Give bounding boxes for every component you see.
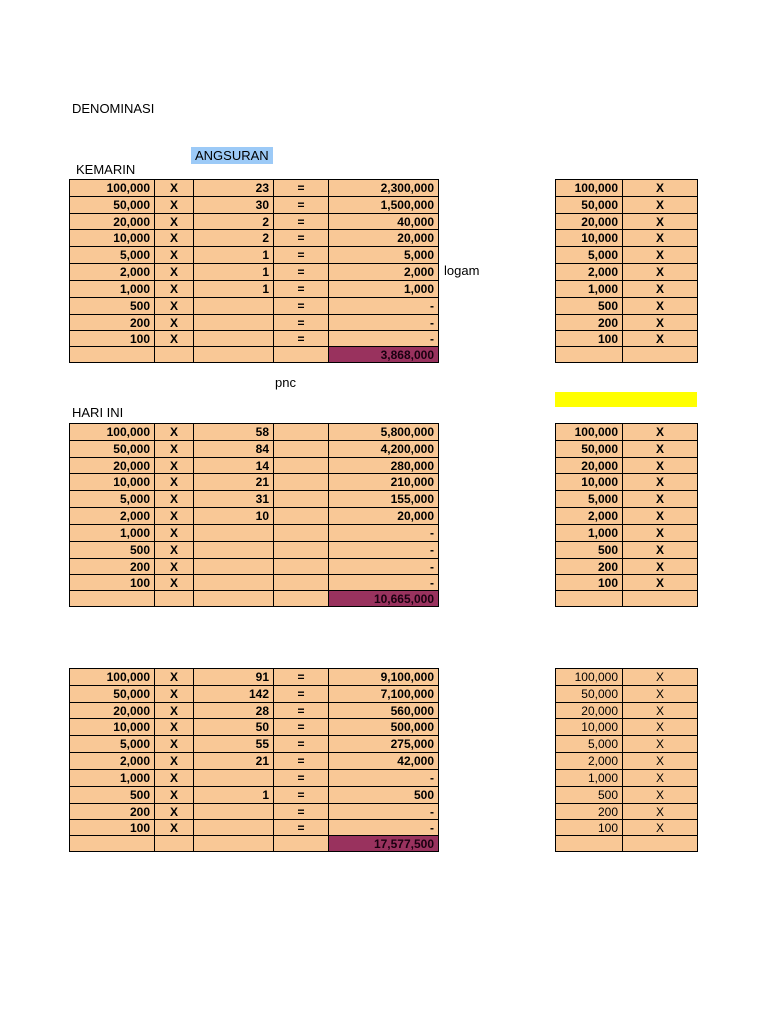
side-denom-cell: 500 — [556, 298, 623, 315]
side-denom-cell: 100,000 — [556, 180, 623, 197]
third-side-table — [555, 668, 698, 852]
multiply-cell: X — [155, 686, 194, 703]
equals-cell — [274, 474, 329, 491]
multiply-cell: X — [155, 180, 194, 197]
multiply-cell: X — [155, 508, 194, 525]
side-denom-cell: 2,000 — [556, 264, 623, 281]
hari-ini-label: HARI INI — [72, 405, 124, 420]
side-multiply-cell: X — [623, 247, 698, 264]
side-multiply-cell: X — [623, 315, 698, 331]
qty-cell: 28 — [194, 703, 274, 719]
qty-cell: 14 — [194, 458, 274, 474]
denom-cell: 100,000 — [70, 669, 155, 686]
amount-cell: 155,000 — [329, 491, 439, 508]
qty-cell — [194, 315, 274, 331]
multiply-cell: X — [155, 525, 194, 542]
multiply-cell: X — [155, 247, 194, 264]
empty-cell — [623, 836, 698, 852]
denom-cell: 200 — [70, 315, 155, 331]
qty-cell: 21 — [194, 753, 274, 770]
denom-cell: 20,000 — [70, 458, 155, 474]
amount-cell: 2,000 — [329, 264, 439, 281]
qty-cell: 55 — [194, 736, 274, 753]
equals-cell: = — [274, 686, 329, 703]
amount-cell: 560,000 — [329, 703, 439, 719]
side-multiply-cell: X — [623, 542, 698, 559]
side-multiply-cell: X — [623, 281, 698, 298]
equals-cell — [274, 458, 329, 474]
equals-cell: = — [274, 298, 329, 315]
qty-cell — [194, 575, 274, 591]
side-denom-cell: 100 — [556, 575, 623, 591]
denom-cell: 100,000 — [70, 424, 155, 441]
qty-cell — [194, 525, 274, 542]
equals-cell: = — [274, 281, 329, 298]
side-multiply-cell: X — [623, 508, 698, 525]
denom-cell: 200 — [70, 804, 155, 820]
equals-cell: = — [274, 315, 329, 331]
amount-cell: - — [329, 575, 439, 591]
qty-cell: 58 — [194, 424, 274, 441]
side-multiply-cell: X — [623, 804, 698, 820]
amount-cell: 210,000 — [329, 474, 439, 491]
total-cell: 3,868,000 — [329, 347, 439, 363]
amount-cell: 7,100,000 — [329, 686, 439, 703]
multiply-cell: X — [155, 441, 194, 458]
side-denom-cell: 20,000 — [556, 214, 623, 230]
side-multiply-cell: X — [623, 686, 698, 703]
side-denom-cell: 200 — [556, 315, 623, 331]
amount-cell: 42,000 — [329, 753, 439, 770]
empty-cell — [274, 591, 329, 607]
multiply-cell: X — [155, 474, 194, 491]
qty-cell: 23 — [194, 180, 274, 197]
equals-cell: = — [274, 669, 329, 686]
side-denom-cell: 500 — [556, 542, 623, 559]
amount-cell: 20,000 — [329, 508, 439, 525]
amount-cell: 280,000 — [329, 458, 439, 474]
multiply-cell: X — [155, 315, 194, 331]
side-denom-cell: 2,000 — [556, 508, 623, 525]
qty-cell: 10 — [194, 508, 274, 525]
empty-cell — [274, 347, 329, 363]
side-denom-cell: 100,000 — [556, 424, 623, 441]
denom-cell: 50,000 — [70, 686, 155, 703]
side-multiply-cell: X — [623, 458, 698, 474]
multiply-cell: X — [155, 281, 194, 298]
multiply-cell: X — [155, 491, 194, 508]
amount-cell: 2,300,000 — [329, 180, 439, 197]
denom-cell: 2,000 — [70, 264, 155, 281]
equals-cell — [274, 424, 329, 441]
denom-cell: 10,000 — [70, 719, 155, 736]
side-multiply-cell: X — [623, 770, 698, 787]
equals-cell: = — [274, 787, 329, 804]
pnc-label: pnc — [275, 375, 296, 390]
multiply-cell: X — [155, 804, 194, 820]
amount-cell: 275,000 — [329, 736, 439, 753]
empty-cell — [194, 836, 274, 852]
multiply-cell: X — [155, 542, 194, 559]
side-multiply-cell: X — [623, 753, 698, 770]
total-cell: 17,577,500 — [329, 836, 439, 852]
qty-cell: 1 — [194, 264, 274, 281]
empty-cell — [70, 591, 155, 607]
side-denom-cell: 100 — [556, 331, 623, 347]
multiply-cell: X — [155, 770, 194, 787]
side-denom-cell: 200 — [556, 804, 623, 820]
page-title: DENOMINASI — [72, 101, 155, 116]
qty-cell — [194, 559, 274, 575]
amount-cell: 20,000 — [329, 230, 439, 247]
amount-cell: - — [329, 804, 439, 820]
empty-cell — [556, 347, 623, 363]
yellow-highlight-cell — [555, 392, 697, 407]
multiply-cell: X — [155, 753, 194, 770]
equals-cell — [274, 575, 329, 591]
denom-cell: 1,000 — [70, 281, 155, 298]
multiply-cell: X — [155, 458, 194, 474]
side-multiply-cell: X — [623, 214, 698, 230]
empty-cell — [194, 347, 274, 363]
qty-cell: 2 — [194, 230, 274, 247]
hari-ini-table — [69, 423, 439, 607]
side-denom-cell: 100 — [556, 820, 623, 836]
multiply-cell: X — [155, 424, 194, 441]
equals-cell — [274, 441, 329, 458]
denom-cell: 20,000 — [70, 214, 155, 230]
amount-cell: 500,000 — [329, 719, 439, 736]
equals-cell: = — [274, 264, 329, 281]
equals-cell — [274, 542, 329, 559]
equals-cell: = — [274, 247, 329, 264]
equals-cell: = — [274, 197, 329, 214]
hari-ini-side-table — [555, 423, 698, 607]
amount-cell: 4,200,000 — [329, 441, 439, 458]
side-denom-cell: 200 — [556, 559, 623, 575]
qty-cell: 1 — [194, 281, 274, 298]
multiply-cell: X — [155, 736, 194, 753]
empty-cell — [70, 347, 155, 363]
amount-cell: - — [329, 542, 439, 559]
multiply-cell: X — [155, 559, 194, 575]
denom-cell: 100 — [70, 575, 155, 591]
denom-cell: 100 — [70, 820, 155, 836]
side-denom-cell: 10,000 — [556, 474, 623, 491]
empty-cell — [155, 591, 194, 607]
side-multiply-cell: X — [623, 559, 698, 575]
empty-cell — [556, 591, 623, 607]
amount-cell: - — [329, 525, 439, 542]
denom-cell: 2,000 — [70, 508, 155, 525]
empty-cell — [623, 347, 698, 363]
amount-cell: - — [329, 559, 439, 575]
qty-cell: 31 — [194, 491, 274, 508]
kemarin-side-table — [555, 179, 698, 363]
side-denom-cell: 500 — [556, 787, 623, 804]
side-denom-cell: 1,000 — [556, 281, 623, 298]
qty-cell — [194, 770, 274, 787]
qty-cell — [194, 820, 274, 836]
empty-cell — [155, 347, 194, 363]
side-denom-cell: 5,000 — [556, 736, 623, 753]
amount-cell: - — [329, 315, 439, 331]
qty-cell: 142 — [194, 686, 274, 703]
empty-cell — [623, 591, 698, 607]
equals-cell: = — [274, 703, 329, 719]
side-denom-cell: 100,000 — [556, 669, 623, 686]
empty-cell — [274, 836, 329, 852]
multiply-cell: X — [155, 719, 194, 736]
qty-cell: 84 — [194, 441, 274, 458]
denom-cell: 1,000 — [70, 770, 155, 787]
side-denom-cell: 10,000 — [556, 230, 623, 247]
qty-cell — [194, 298, 274, 315]
side-multiply-cell: X — [623, 474, 698, 491]
qty-cell: 1 — [194, 247, 274, 264]
kemarin-table — [69, 179, 439, 363]
amount-cell: - — [329, 331, 439, 347]
equals-cell: = — [274, 820, 329, 836]
qty-cell: 1 — [194, 787, 274, 804]
side-multiply-cell: X — [623, 331, 698, 347]
multiply-cell: X — [155, 575, 194, 591]
side-denom-cell: 1,000 — [556, 525, 623, 542]
denom-cell: 50,000 — [70, 197, 155, 214]
empty-cell — [155, 836, 194, 852]
qty-cell: 50 — [194, 719, 274, 736]
denom-cell: 1,000 — [70, 525, 155, 542]
empty-cell — [194, 591, 274, 607]
side-denom-cell: 20,000 — [556, 458, 623, 474]
angsuran-label: ANGSURAN — [191, 147, 273, 164]
side-multiply-cell: X — [623, 669, 698, 686]
empty-cell — [556, 836, 623, 852]
equals-cell: = — [274, 331, 329, 347]
side-multiply-cell: X — [623, 424, 698, 441]
side-denom-cell: 5,000 — [556, 247, 623, 264]
qty-cell — [194, 804, 274, 820]
side-denom-cell: 2,000 — [556, 753, 623, 770]
side-denom-cell: 20,000 — [556, 703, 623, 719]
side-denom-cell: 5,000 — [556, 491, 623, 508]
multiply-cell: X — [155, 669, 194, 686]
amount-cell: 1,000 — [329, 281, 439, 298]
logam-label: logam — [444, 263, 480, 278]
third-table — [69, 668, 439, 852]
multiply-cell: X — [155, 331, 194, 347]
equals-cell: = — [274, 180, 329, 197]
equals-cell: = — [274, 736, 329, 753]
denom-cell: 5,000 — [70, 736, 155, 753]
equals-cell — [274, 525, 329, 542]
kemarin-label: KEMARIN — [76, 162, 136, 177]
side-denom-cell: 50,000 — [556, 441, 623, 458]
multiply-cell: X — [155, 264, 194, 281]
side-denom-cell: 50,000 — [556, 197, 623, 214]
side-multiply-cell: X — [623, 298, 698, 315]
denom-cell: 10,000 — [70, 474, 155, 491]
denom-cell: 500 — [70, 542, 155, 559]
side-multiply-cell: X — [623, 197, 698, 214]
equals-cell: = — [274, 753, 329, 770]
amount-cell: 40,000 — [329, 214, 439, 230]
multiply-cell: X — [155, 298, 194, 315]
equals-cell — [274, 559, 329, 575]
side-multiply-cell: X — [623, 703, 698, 719]
qty-cell: 91 — [194, 669, 274, 686]
side-multiply-cell: X — [623, 525, 698, 542]
amount-cell: - — [329, 770, 439, 787]
amount-cell: 5,800,000 — [329, 424, 439, 441]
denom-cell: 500 — [70, 787, 155, 804]
denom-cell: 5,000 — [70, 247, 155, 264]
amount-cell: 500 — [329, 787, 439, 804]
side-multiply-cell: X — [623, 575, 698, 591]
denom-cell: 50,000 — [70, 441, 155, 458]
total-cell: 10,665,000 — [329, 591, 439, 607]
denom-cell: 100 — [70, 331, 155, 347]
equals-cell: = — [274, 230, 329, 247]
equals-cell: = — [274, 214, 329, 230]
qty-cell: 2 — [194, 214, 274, 230]
side-multiply-cell: X — [623, 230, 698, 247]
side-multiply-cell: X — [623, 441, 698, 458]
qty-cell: 30 — [194, 197, 274, 214]
side-multiply-cell: X — [623, 719, 698, 736]
amount-cell: 1,500,000 — [329, 197, 439, 214]
multiply-cell: X — [155, 230, 194, 247]
multiply-cell: X — [155, 197, 194, 214]
denom-cell: 2,000 — [70, 753, 155, 770]
denom-cell: 200 — [70, 559, 155, 575]
denom-cell: 100,000 — [70, 180, 155, 197]
denom-cell: 500 — [70, 298, 155, 315]
amount-cell: - — [329, 820, 439, 836]
equals-cell: = — [274, 719, 329, 736]
qty-cell: 21 — [194, 474, 274, 491]
qty-cell — [194, 542, 274, 559]
side-denom-cell: 10,000 — [556, 719, 623, 736]
multiply-cell: X — [155, 787, 194, 804]
side-multiply-cell: X — [623, 491, 698, 508]
denom-cell: 10,000 — [70, 230, 155, 247]
side-multiply-cell: X — [623, 264, 698, 281]
side-multiply-cell: X — [623, 180, 698, 197]
equals-cell: = — [274, 804, 329, 820]
equals-cell — [274, 491, 329, 508]
side-multiply-cell: X — [623, 736, 698, 753]
amount-cell: 9,100,000 — [329, 669, 439, 686]
side-multiply-cell: X — [623, 820, 698, 836]
multiply-cell: X — [155, 820, 194, 836]
empty-cell — [70, 836, 155, 852]
side-denom-cell: 50,000 — [556, 686, 623, 703]
side-denom-cell: 1,000 — [556, 770, 623, 787]
multiply-cell: X — [155, 703, 194, 719]
denom-cell: 20,000 — [70, 703, 155, 719]
amount-cell: - — [329, 298, 439, 315]
equals-cell — [274, 508, 329, 525]
denom-cell: 5,000 — [70, 491, 155, 508]
equals-cell: = — [274, 770, 329, 787]
amount-cell: 5,000 — [329, 247, 439, 264]
qty-cell — [194, 331, 274, 347]
side-multiply-cell: X — [623, 787, 698, 804]
multiply-cell: X — [155, 214, 194, 230]
